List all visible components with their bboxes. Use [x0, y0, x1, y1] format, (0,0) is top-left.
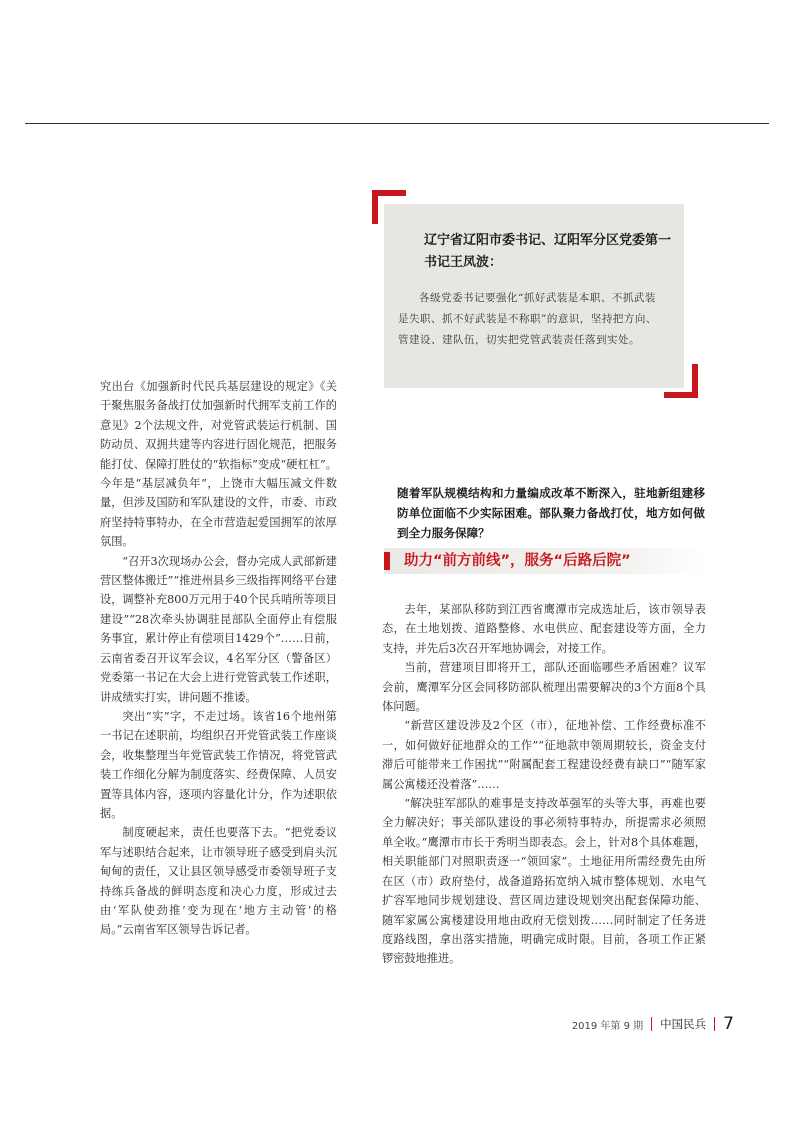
footer-divider: [651, 1017, 652, 1031]
issue-label: 2019 年第 9 期: [571, 1020, 644, 1032]
magazine-name: 中国民兵: [660, 1017, 707, 1031]
left-paragraph-2: “召开3次现场办公会，督办完成人武部新建营区整体搬迁”“推进州县乡三级指挥网络平台建设，调整补充800万元用于40个民兵哨所等项目建设”“28次牵头协调驻昆部队全面停止有偿服务事宜，累计停止有偿项目1429个”……日前，云南省委召开议军会议，4名军分区（警备区）党委第一书记在大会上进行党管武装工作述职，讲成绩实打实，讲问题不推诿。: [100, 554, 337, 704]
section-title: 助力“前方前线”，服务“后路后院”: [404, 553, 631, 569]
page-footer: [572, 1012, 734, 1036]
right-paragraph-2: 当前，营建项目即将开工，部队还面临哪些矛盾困难？议军会前，鹰潭军分区会同移防部队梳理出需要解决的3个方面8个具体问题。: [382, 661, 706, 714]
quote-bracket-top-left: [372, 190, 406, 224]
right-paragraph-3: “新营区建设涉及2个区（市），征地补偿、工作经费标准不一，如何做好征地群众的工作”“征地款申领周期较长，资金支付滞后可能带来工作困扰”“附属配套工程建设经费有缺口”“随军家属公寓楼还没着落”……: [382, 719, 706, 791]
footer-divider: [714, 1017, 715, 1031]
quote-text: 各级党委书记要强化“抓好武装是本职、不抓武装是失职、抓不好武装是不称职”的意识，坚持把方向、管建设、建队伍，切实把党管武装责任落到实处。: [398, 292, 657, 346]
left-paragraph-1: 究出台《加强新时代民兵基层建设的规定》《关于聚焦服务备战打仗加强新时代拥军支前工作的意见》2个法规文件，对党管武装运行机制、国防动员、双拥共建等内容进行固化规范，把服务能打仗、保障打胜仗的“软指标”变成“硬杠杠”。今年是“基层减负年”，上饶市大幅压减文件数量，但涉及国防和军队建设的文件，市委、市政府坚持特事特办，在全市营造起爱国拥军的浓厚氛围。: [100, 380, 337, 549]
quote-bracket-bottom-right: [664, 364, 698, 398]
section-lead: 随着军队规模结构和力量编成改革不断深入，驻地新组建移防单位面临不少实际困难。部队聚力备战打仗，地方如何做到全力服务保障？: [397, 486, 705, 540]
left-column: [100, 377, 337, 940]
right-paragraph-4: “解决驻军部队的难事是支持改革强军的头等大事，再难也要全力解决好；事关部队建设的事必须特事特办，所提需求必须照单全收。”鹰潭市市长于秀明当即表态。会上，针对8个具体难题，相关职能部门对照职责逐一“领回家”。土地征用所需经费先由所在区（市）政府垫付，战备道路拓宽纳入城市整体规划、水电气扩容军地同步规划建设、营区周边建设规划突出配套保障功能、随军家属公寓楼建设用地由政府无偿划拨……同时制定了任务进度路线图，拿出落实措施，明确完成时限。目前，各项工作正紧锣密鼓地推进。: [382, 797, 706, 966]
section-heading: [384, 548, 706, 574]
header-rule: [25, 123, 769, 124]
left-paragraph-4: 制度硬起来，责任也要落下去。“把党委议军与述职结合起来，让市领导班子感受到肩头沉甸甸的责任，又让县区领导感受市委领导班子支持练兵备战的鲜明态度和决心力度，形成过去由‘军队使劲推’变为现在‘地方主动管’的格局。”云南省军区领导告诉记者。: [100, 826, 337, 937]
section-marker: [384, 552, 390, 570]
page-number: 7: [723, 1014, 734, 1034]
quote-speaker: 辽宁省辽阳市委书记、辽阳军分区党委第一书记王凤波：: [424, 233, 672, 270]
left-paragraph-3: 突出“实”字，不走过场。该省16个地州第一书记在述职前，均组织召开党管武装工作座谈会，收集整理当年党管武装工作情况，将党管武装工作细化分解为制度落实、经费保障、人员安置等具体内容，逐项内容量化计分，作为述职依据。: [100, 709, 337, 820]
right-paragraph-1: 去年，某部队移防到江西省鹰潭市完成选址后，该市领导表态，在土地划拨、道路整修、水电供应、配套建设等方面，全力支持，并先后3次召开军地协调会，对接工作。: [382, 603, 706, 655]
right-column: [382, 600, 706, 969]
